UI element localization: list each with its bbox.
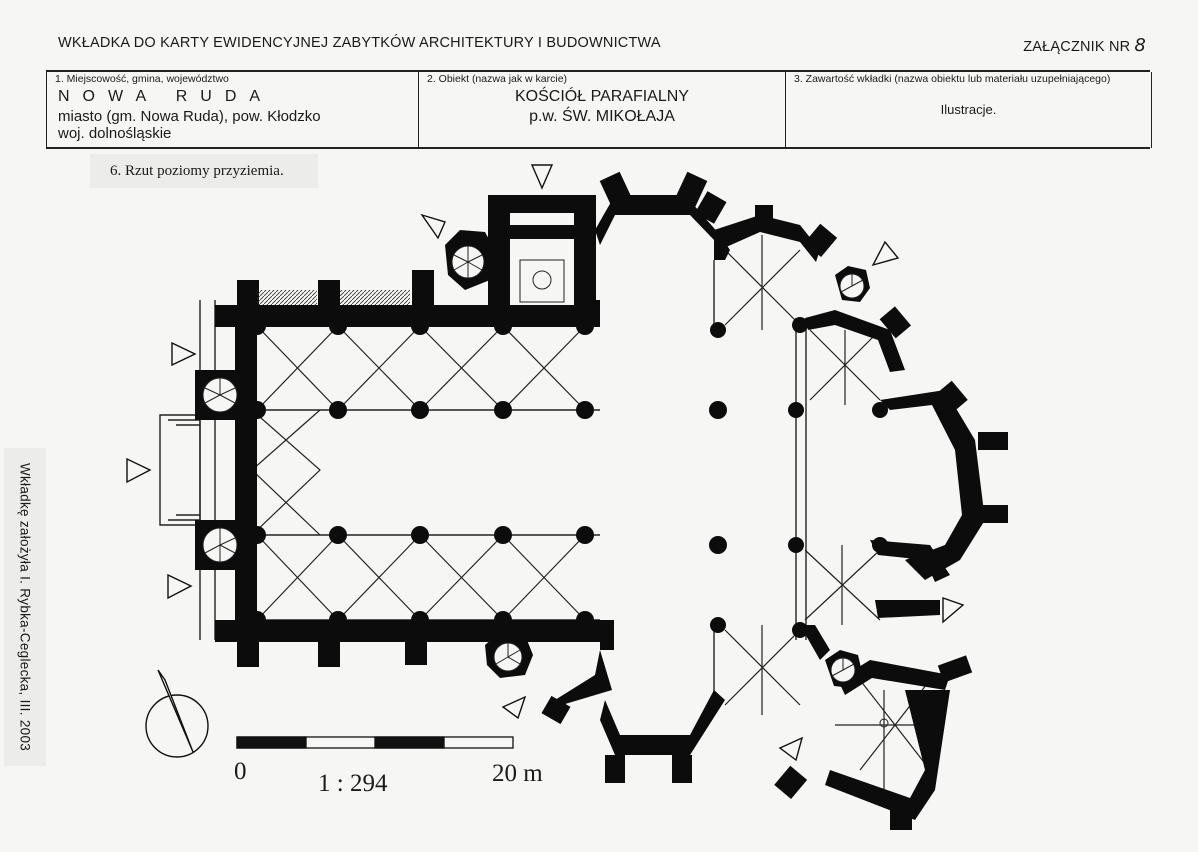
walls <box>195 172 1008 830</box>
annex-label-text: ZAŁĄCZNIK NR <box>1023 39 1131 55</box>
annex-number: 8 <box>1134 35 1146 56</box>
scale-ratio: 1 : 294 <box>318 770 388 797</box>
place-name: NOWA RUDA <box>58 88 274 105</box>
scale-zero: 0 <box>234 758 247 785</box>
municipality: miasto (gm. Nowa Ruda), pow. Kłodzko <box>58 108 321 125</box>
sheet-title: WKŁADKA DO KARTY EWIDENCYJNEJ ZABYTKÓW ARCHITEKTURY I BUDOWNICTWA <box>58 35 661 51</box>
field-location-label: 1. Miejscowość, gmina, województwo <box>55 73 229 85</box>
object-name-line2: p.w. ŚW. MIKOŁAJA <box>529 108 675 125</box>
crossing-piers <box>709 401 727 554</box>
north-arrow-icon <box>146 670 208 757</box>
contents-value: Ilustracje. <box>940 102 997 117</box>
figure-caption: 6. Rzut poziomy przyziemia. <box>90 154 318 188</box>
object-name-line1: KOŚCIÓŁ PARAFIALNY <box>515 88 689 105</box>
voivodeship: woj. dolnośląskie <box>58 125 172 142</box>
side-note: Wkładkę założyła I. Rybka-Ceglecka, III. 2003 <box>17 462 33 752</box>
field-object-label: 2. Obiekt (nazwa jak w karcie) <box>427 73 568 85</box>
scale-bar <box>237 737 513 748</box>
field-contents-label: 3. Zawartość wkładki (nazwa obiektu lub materiału uzupełniającego) <box>794 73 1111 85</box>
piers <box>248 309 888 639</box>
scale-end: 20 m <box>492 760 543 787</box>
